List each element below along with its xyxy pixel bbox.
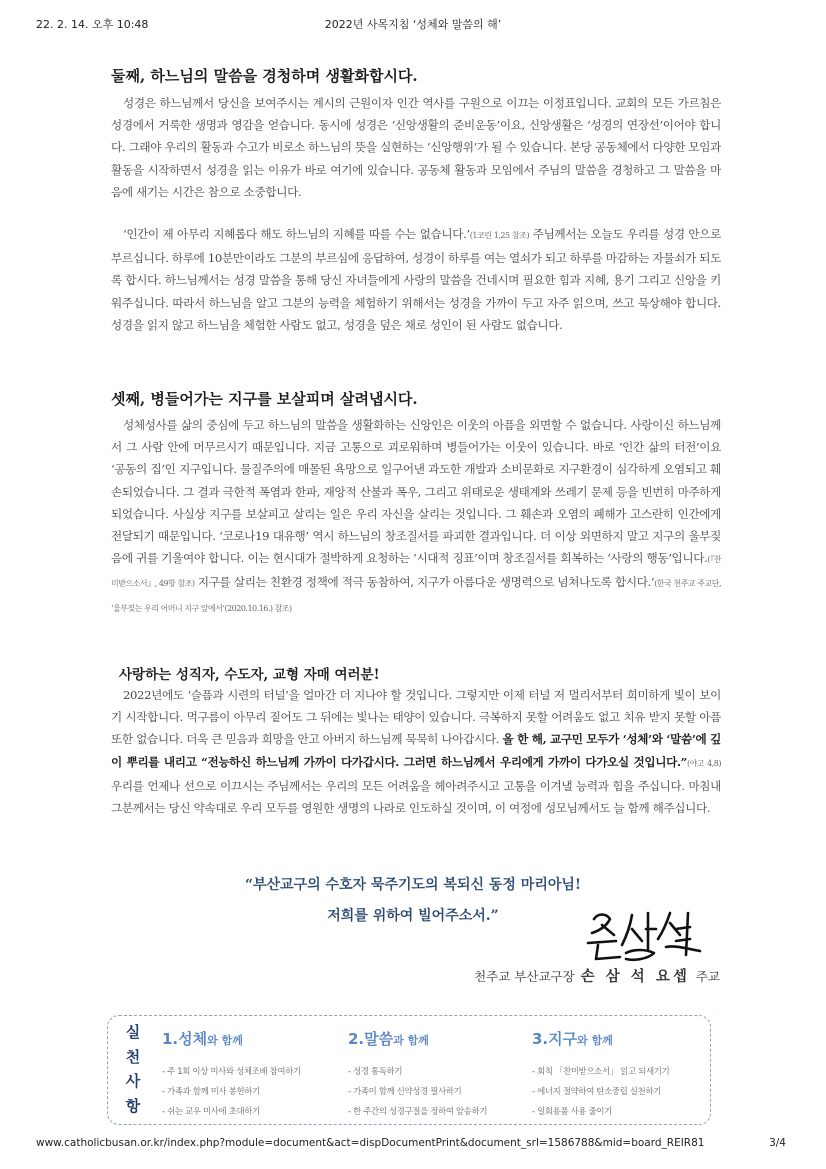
practice-column-word	[348, 1028, 528, 1121]
print-timestamp: 22. 2. 14. 오후 10:48	[36, 18, 149, 31]
paragraph: ‘인간이 제 아무리 지혜롭다 해도 하느님의 지혜를 따를 수는 없습니다.’(1코린 1,25 참조) 주님께서는 오늘도 우리를 성경 안으로 부르십니다. 하루에 10분만이라도 그분의 부르심에 응답하여, 성경이 하루를 여는 열쇠가 되고 하루를 마감하는 자물쇠가 되도록 합시다. 하느님께서는 성경 말씀을 통해 당신 자녀들에게 사랑의 말씀을 건네시며 필요한 힘과 지혜, 용기 그리고 신앙을 키워주십니다. 따라서 하느님을 알고 그분의 능력을 체험하기 위해서는 성경을 가까이 두고 자주 읽으며, 쓰고 묵상해야 합니다. 성경을 읽지 않고 하느님을 체험한 사람도 없고, 성경을 덮은 채로 성인이 된 사람도 없습니다.	[111, 227, 721, 332]
page-number: 3/4	[769, 1137, 786, 1149]
practice-item: - 가족이 함께 신약성경 필사하기	[348, 1086, 462, 1096]
practice-item: - 쉬는 교우 미사에 초대하기	[162, 1106, 260, 1116]
paragraph: 2022년에도 ‘슬픔과 시련의 터널’을 얼마간 더 지나야 할 것입니다. 그렇지만 이제 터널 저 멀리서부터 희미하게 빛이 보이기 시작합니다. 먹구름이 아무리 짙어도 그 뒤에는 빛나는 태양이 있습니다. 극복하지 못할 어려움도 없고 치유 받지 못할 아픔 또한 없습니다. 더욱 큰 믿음과 희망을 안고 아버지 하느님께 묵묵히 나아갑시다. 올 한 해, 교구민 모두가 ‘성체’와 ‘말씀’에 깊이 뿌리를 내리고 “전능하신 하느님께 가까이 다가갑시다. 그러면 하느님께서 우리에게 가까이 다가오실 것입니다.”(야고 4,8) 우리를 언제나 선으로 이끄시는 주님께서는 우리의 모든 어려움을 헤아려주시고 고통을 이겨낼 능력과 힘을 주십니다. 마침내 그분께서는 당신 약속대로 우리 모두를 영원한 생명의 나라로 인도하실 것이며, 이 여정에 성모님께서도 늘 함께 해주십니다.	[111, 688, 721, 816]
emphasis-text: 올 한 해, 교구민 모두가 ‘성체’와 ‘말씀’에 깊이 뿌리를 내리고 “전능하신 하느님께 가까이 다가갑시다. 그러면 하느님께서 우리에게 가까이 다가오실 것입니다.”	[111, 732, 721, 769]
section-word-body-2	[111, 223, 721, 336]
section-heading: 셋째, 병들어가는 지구를 보살피며 살려냅시다.	[111, 390, 418, 408]
section-address-body	[111, 684, 721, 819]
scripture-reference: (야고 4,8)	[686, 758, 721, 768]
section-earth-body	[111, 414, 721, 620]
section-heading: 사랑하는 성직자, 수도자, 교형 자매 여러분!	[119, 667, 380, 683]
practice-item: - 가족과 함께 미사 봉헌하기	[162, 1086, 260, 1096]
page-url: www.catholicbusan.or.kr/index.php?module=document&act=dispDocumentPrint&document_srl=1586788&mid=board_REIR81	[36, 1137, 705, 1149]
document-reference: (한국 천주교 주교단, ‘울부짖는 우리 어머니 지구 앞에서’(2020.10.16.) 참조)	[111, 579, 721, 613]
practice-column-eucharist	[162, 1028, 342, 1121]
signature-prefix: 천주교 부산교구장	[474, 969, 575, 984]
prayer-line-2: 저희를 위하여 빌어주소서.”	[327, 908, 499, 924]
practice-item: - 에너지 절약하여 탄소중립 실천하기	[532, 1086, 662, 1096]
paragraph: 성경은 하느님께서 당신을 보여주시는 계시의 근원이자 인간 역사를 구원으로 이끄는 이정표입니다. 교회의 모든 가르침은 성경에서 거룩한 생명과 영감을 얻습니다. 동시에 성경은 ‘신앙생활의 준비운동’이요, 신앙생활은 ‘성경의 연장선’이어야 합니다. 그래야 우리의 활동과 수고가 비로소 하느님의 뜻을 실현하는 ‘신앙행위’가 될 수 있습니다. 본당 공동체에서 다양한 모임과 활동을 시작하면서 성경을 읽는 이유가 바로 여기에 있습니다. 공동체 활동과 모임에서 주님의 말씀을 경청하고 그 말씀을 마음에 새기는 시간은 참으로 소중합니다.	[111, 96, 721, 199]
bishop-name: 손 삼 석 요셉	[580, 968, 690, 985]
handwritten-signature	[580, 905, 720, 965]
practice-column-earth	[532, 1028, 712, 1121]
practice-column-title: 1.성체와 함께	[162, 1030, 243, 1048]
prayer-line-1: “부산교구의 수호자 묵주기도의 복되신 동정 마리아님!	[244, 877, 582, 893]
practice-label: 실 천 사 항	[125, 1023, 141, 1115]
practice-item: - 일회용품 사용 줄이기	[532, 1106, 612, 1116]
practice-item: - 주 1회 이상 미사와 성체조배 참여하기	[162, 1066, 301, 1076]
practice-column-title: 3.지구와 함께	[532, 1030, 613, 1048]
document-reference: (『찬미받으소서』, 49항 참조)	[111, 555, 721, 589]
practice-item: - 한 주간의 성경구절을 정하여 암송하기	[348, 1106, 488, 1116]
signature-suffix: 주교	[695, 969, 720, 984]
practice-item: - 성경 통독하기	[348, 1066, 403, 1076]
section-word	[111, 65, 721, 86]
signature-line	[474, 965, 720, 986]
practice-column-title: 2.말씀과 함께	[348, 1030, 429, 1048]
page-header-title: 2022년 사목지침 ‘성체와 말씀의 해’	[324, 18, 502, 31]
practice-item: - 회칙 「찬미받으소서」 읽고 되새기기	[532, 1066, 670, 1076]
section-heading: 둘째, 하느님의 말씀을 경청하며 생활화합시다.	[111, 67, 418, 85]
section-earth	[111, 388, 721, 409]
section-word-body	[111, 92, 721, 203]
paragraph: 성체성사를 삶의 중심에 두고 하느님의 말씀을 생활화하는 신앙인은 이웃의 아픔을 외면할 수 없습니다. 사랑이신 하느님께서 그 사람 안에 머무르시기 때문입니다. 지금 고통으로 괴로워하며 병들어가는 이웃이 있습니다. 바로 ‘인간 삶의 터전’이요 ‘공동의 집’인 지구입니다. 물질주의에 매몰된 욕망으로 일구어낸 과도한 개발과 소비문화로 지구환경이 심각하게 오염되고 훼손되었습니다. 그 결과 극한적 폭염과 한파, 재앙적 산불과 폭우, 그리고 위태로운 생태계와 쓰레기 문제 등을 빈번히 마주하게 되었습니다. 사실상 지구를 보살피고 살리는 일은 우리 자신을 살리는 것입니다. 그 훼손과 오염의 폐해가 고스란히 인간에게 전달되기 때문입니다. ‘코로나19 대유행’ 역시 하느님의 창조질서를 파괴한 결과입니다. 더 이상 외면하지 말고 지구의 울부짖음에 귀를 기울여야 합니다. 이는 현시대가 절박하게 요청하는 ‘시대적 징표’이며 창조질서를 회복하는 ‘사랑의 행동’입니다.(『찬미받으소서』, 49항 참조) 지구를 살리는 친환경 정책에 적극 동참하여, 지구가 아름다운 생명력으로 넘쳐나도록 합시다.’(한국 천주교 주교단, ‘울부짖는 우리 어머니 지구 앞에서’(2020.10.16.) 참조)	[111, 418, 721, 613]
section-address	[119, 663, 729, 683]
scripture-reference: (1코린 1,25 참조)	[469, 231, 530, 240]
